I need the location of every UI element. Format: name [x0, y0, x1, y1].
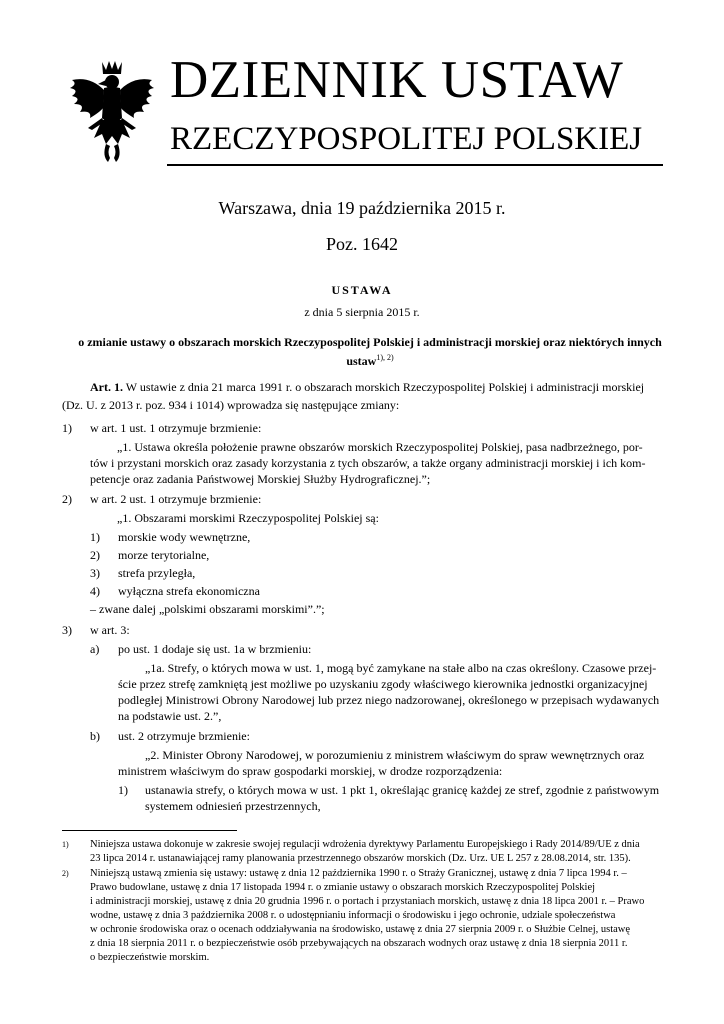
footnote-2	[90, 867, 662, 965]
footnote-number: 2)	[62, 869, 69, 878]
footnote-line: o bezpieczeństwie morskim.	[90, 952, 210, 963]
letter-item-text: ust. 2 otrzymuje brzmienie:	[118, 729, 250, 743]
quote-line: „2. Minister Obrony Narodowej, w porozumieniu z ministrem właściwym do spraw wewnętrznych oraz	[145, 748, 645, 762]
point-text: w art. 2 ust. 1 otrzymuje brzmienie:	[90, 492, 262, 506]
list-item-text: wyłączna strefa ekonomiczna	[118, 584, 260, 598]
letter-item-label: b)	[90, 729, 100, 743]
article-1-text-cont: (Dz. U. z 2013 r. poz. 934 i 1014) wprowadza się następujące zmiany:	[62, 398, 400, 412]
journal-title: DZIENNIK USTAW	[170, 51, 624, 109]
list-tail: – zwane dalej „polskimi obszarami morskimi”.”;	[90, 602, 325, 616]
act-type: USTAWA	[331, 283, 393, 297]
footnote-number: 1)	[62, 840, 69, 849]
quote-line: ście przez strefę zamkniętą jest możliwe po uzyskaniu zgody właściwego kierownika jednostki organizacyjnej	[118, 677, 648, 691]
footnote-line: Niniejszą ustawą zmienia się ustawy: ustawę z dnia 12 października 1990 r. o Straży Granicznej, ustawę z dnia 7 lipca 1994 r. –	[90, 868, 627, 879]
article-1-text: W ustawie z dnia 21 marca 1991 r. o obszarach morskich Rzeczypospolitej Polskiej i administracji morskiej	[125, 380, 645, 394]
list-item-text: strefa przyległa,	[118, 566, 196, 580]
footnote-refs: 1), 2)	[376, 353, 394, 362]
letter-item-text: po ust. 1 dodaje się ust. 1a w brzmieniu:	[118, 642, 312, 656]
eagle-emblem-icon	[62, 58, 162, 168]
footnote-line: w ochronie środowiska oraz o ocenach oddziaływania na środowisko, ustawę z dnia 27 sierpnia 2009 r. o Służbie Celnej, ustawę	[90, 924, 631, 935]
footnote-line: Prawo budowlane, ustawę z dnia 17 listopada 1994 r. o zmianie ustawy o obszarach morskich Rzeczypospolitej Polskiej	[90, 882, 596, 893]
act-subject-line-2	[70, 350, 670, 369]
article-1-intro	[62, 380, 662, 395]
point-text: w art. 1 ust. 1 otrzymuje brzmienie:	[90, 421, 262, 435]
quote-line: „1. Ustawa określa położenie prawne obszarów morskich Rzeczypospolitej Polskiej, pasa nadbrzeżnego, por-	[117, 440, 643, 454]
act-subject-tail: ustaw	[346, 354, 377, 368]
header-divider	[167, 164, 663, 166]
footnote-1	[90, 838, 662, 866]
act-date: z dnia 5 sierpnia 2015 r.	[304, 305, 420, 319]
point-number: 1)	[62, 421, 72, 435]
list-item-text: morze terytorialne,	[118, 548, 210, 562]
point-number: 2)	[62, 492, 72, 506]
journal-subtitle: RZECZYPOSPOLITEJ POLSKIEJ	[170, 121, 643, 157]
position-number: Poz. 1642	[326, 234, 398, 254]
quote-line: tów i przystani morskich oraz zasady korzystania z tych obszarów, a także organy administracji morskiej i ich kom-	[90, 456, 646, 470]
quote-line: ministrem właściwym do spraw gospodarki morskiej, w drodze rozporządzenia:	[118, 764, 503, 778]
quote-line: podległej Ministrowi Obrony Narodowej lub przez niego nadzorowanej, określonego w przepisach wydawanych	[118, 693, 660, 707]
quote-line: „1. Obszarami morskimi Rzeczypospolitej Polskiej są:	[117, 511, 379, 525]
sub-item-number: 1)	[118, 783, 128, 797]
list-item-number: 2)	[90, 548, 100, 562]
list-item-number: 3)	[90, 566, 100, 580]
letter-item-label: a)	[90, 642, 100, 656]
list-item-text: morskie wody wewnętrzne,	[118, 530, 251, 544]
point-number: 3)	[62, 623, 72, 637]
quote-line: „1a. Strefy, o których mowa w ust. 1, mogą być zamykane na stałe albo na czas określony. Czasowe przej-	[145, 661, 657, 675]
footnote-divider	[62, 830, 237, 831]
article-label: Art. 1.	[90, 380, 123, 394]
quote-line: na podstawie ust. 2.”,	[118, 709, 222, 723]
footnote-line: z dnia 18 sierpnia 2011 r. o bezpieczeństwie osób przebywających na obszarach wodnych oraz ustawę z dnia 18 sierpnia 2011 r.	[90, 938, 628, 949]
point-text: w art. 3:	[90, 623, 130, 637]
footnote-line: Niniejsza ustawa dokonuje w zakresie swojej regulacji wdrożenia dyrektywy Parlamentu Europejskiego i Rady 2014/89/UE z dnia	[90, 839, 640, 850]
footnote-line: wodne, ustawę z dnia 3 października 2008 r. o udostępnianiu informacji o środowisku i jego ochronie, udziale społeczeństwa	[90, 910, 616, 921]
act-subject-line-1: o zmianie ustawy o obszarach morskich Rzeczypospolitej Polskiej i administracji morskiej oraz niektórych innych	[78, 335, 662, 349]
publication-date: Warszawa, dnia 19 października 2015 r.	[218, 198, 506, 218]
act-subject	[70, 335, 670, 369]
quote-line: petencje oraz zadania Państwowej Morskiej Służby Hydrograficznej.”;	[90, 472, 431, 486]
list-item-number: 1)	[90, 530, 100, 544]
footnote-line: 23 lipca 2014 r. ustanawiającej ramy planowania przestrzennego obszarów morskich (Dz. Urz. UE L 257 z 28.08.2014, str. 135).	[90, 853, 631, 864]
list-item-number: 4)	[90, 584, 100, 598]
footnote-line: i administracji morskiej, ustawę z dnia 20 grudnia 1996 r. o portach i przystaniach morskich, ustawę z dnia 18 lipca 2001 r. – Prawo	[90, 896, 645, 907]
sub-item-text: systemem odniesień przestrzennych,	[145, 799, 321, 813]
sub-item-text: ustanawia strefy, o których mowa w ust. 1 pkt 1, określając granicę każdej ze stref, zgodnie z państwowym	[145, 783, 660, 797]
